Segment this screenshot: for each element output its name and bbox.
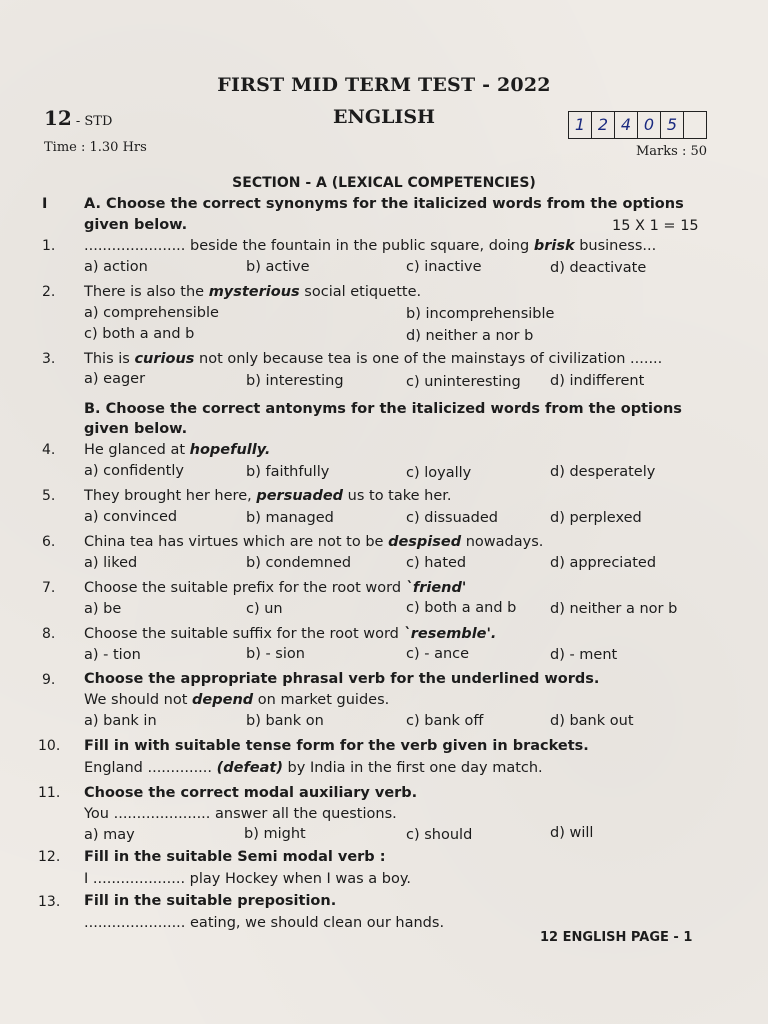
option: b) bank on <box>246 713 324 729</box>
option: b) - sion <box>246 646 305 662</box>
question-number: 13. <box>38 894 61 910</box>
option: c) loyally <box>406 465 472 481</box>
option: d) perplexed <box>550 510 642 526</box>
marks-label: Marks : 50 <box>636 144 708 159</box>
option: d) deactivate <box>550 260 647 276</box>
option: d) - ment <box>550 647 618 663</box>
question-heading: Choose the appropriate phrasal verb for the underlined words. <box>84 671 600 687</box>
question-text: He glanced at hopefully. <box>84 442 271 458</box>
question-number: 1. <box>42 238 56 254</box>
section-title: SECTION - A (LEXICAL COMPETENCIES) <box>232 175 536 191</box>
option: a) convinced <box>84 509 178 525</box>
option: a) - tion <box>84 647 141 663</box>
option: d) bank out <box>550 713 634 729</box>
page-footer: 12 ENGLISH PAGE - 1 <box>540 930 693 945</box>
question-text: ...................... beside the fountain in the public square, doing brisk business... <box>84 238 657 254</box>
option: b) managed <box>246 510 334 526</box>
question-number: 10. <box>38 738 61 754</box>
question-number: 5. <box>42 488 56 504</box>
option: c) uninteresting <box>406 374 521 390</box>
register-number-box <box>568 111 707 139</box>
question-heading: Fill in the suitable Semi modal verb : <box>84 849 386 865</box>
question-number: 2. <box>42 284 56 300</box>
option: c) un <box>246 601 283 617</box>
option: b) incomprehensible <box>406 306 555 322</box>
question-text: England .............. (defeat) by India in the first one day match. <box>84 760 543 776</box>
option: d) will <box>550 825 594 841</box>
option: b) might <box>244 826 306 842</box>
part-b-heading-cont: given below. <box>84 421 188 437</box>
option: a) liked <box>84 555 138 571</box>
option: b) active <box>246 259 310 275</box>
option: d) indifferent <box>550 373 645 389</box>
question-text: I .................... play Hockey when I was a boy. <box>84 871 411 887</box>
option: c) both a and b <box>406 600 517 616</box>
reg-digit: 0 <box>638 112 661 138</box>
option: c) bank off <box>406 713 484 729</box>
question-text: They brought her here, persuaded us to take her. <box>84 488 452 504</box>
option: d) neither a nor b <box>550 601 678 617</box>
question-heading: Choose the correct modal auxiliary verb. <box>84 785 418 801</box>
question-number: 6. <box>42 534 56 550</box>
reg-digit: 4 <box>615 112 638 138</box>
option: d) appreciated <box>550 555 657 571</box>
option: a) eager <box>84 371 146 387</box>
option: d) neither a nor b <box>406 328 534 344</box>
option: a) may <box>84 827 135 843</box>
score-label: 15 X 1 = 15 <box>612 218 699 234</box>
question-number: 9. <box>42 672 56 688</box>
time-label: Time : 1.30 Hrs <box>44 140 147 155</box>
option: a) bank in <box>84 713 157 729</box>
question-text: China tea has virtues which are not to be despised nowadays. <box>84 534 544 550</box>
option: a) be <box>84 601 122 617</box>
option: a) action <box>84 259 148 275</box>
option: b) condemned <box>246 555 352 571</box>
option: b) faithfully <box>246 464 330 480</box>
reg-digit: 5 <box>661 112 684 138</box>
part-roman-numeral: I <box>42 196 48 212</box>
option: c) inactive <box>406 259 482 275</box>
question-number: 3. <box>42 351 56 367</box>
part-b-heading: B. Choose the correct antonyms for the italicized words from the options <box>84 401 682 417</box>
option: d) desperately <box>550 464 656 480</box>
reg-digit: 2 <box>592 112 615 138</box>
option: c) both a and b <box>84 326 195 342</box>
option: c) dissuaded <box>406 510 498 526</box>
option: c) should <box>406 827 473 843</box>
question-text: This is curious not only because tea is one of the mainstays of civilization ....... <box>84 351 663 367</box>
question-heading: Fill in the suitable preposition. <box>84 893 337 909</box>
question-text: Choose the suitable suffix for the root word `resemble'. <box>84 626 497 642</box>
reg-digit: 1 <box>569 112 592 138</box>
question-number: 12. <box>38 849 61 865</box>
question-text: There is also the mysterious social etiquette. <box>84 284 422 300</box>
option: c) hated <box>406 555 467 571</box>
question-heading: Fill in with suitable tense form for the verb given in brackets. <box>84 738 589 754</box>
option: c) - ance <box>406 646 470 662</box>
option: a) confidently <box>84 463 184 479</box>
part-a-heading-cont: given below. <box>84 217 188 233</box>
question-number: 8. <box>42 626 56 642</box>
question-number: 11. <box>38 785 61 801</box>
subject-title: ENGLISH <box>333 106 435 128</box>
question-number: 7. <box>42 580 56 596</box>
option: a) comprehensible <box>84 305 219 321</box>
part-a-heading: A. Choose the correct synonyms for the italicized words from the options <box>84 196 684 212</box>
reg-digit <box>684 112 706 138</box>
question-number: 4. <box>42 442 56 458</box>
question-text: Choose the suitable prefix for the root word `friend' <box>84 580 467 596</box>
std-label: 12 - STD <box>44 106 113 130</box>
option: b) interesting <box>246 373 344 389</box>
test-title: FIRST MID TERM TEST - 2022 <box>217 74 551 96</box>
question-text: ...................... eating, we should clean our hands. <box>84 915 445 931</box>
question-text: You ..................... answer all the questions. <box>84 806 397 822</box>
question-text: We should not depend on market guides. <box>84 692 390 708</box>
